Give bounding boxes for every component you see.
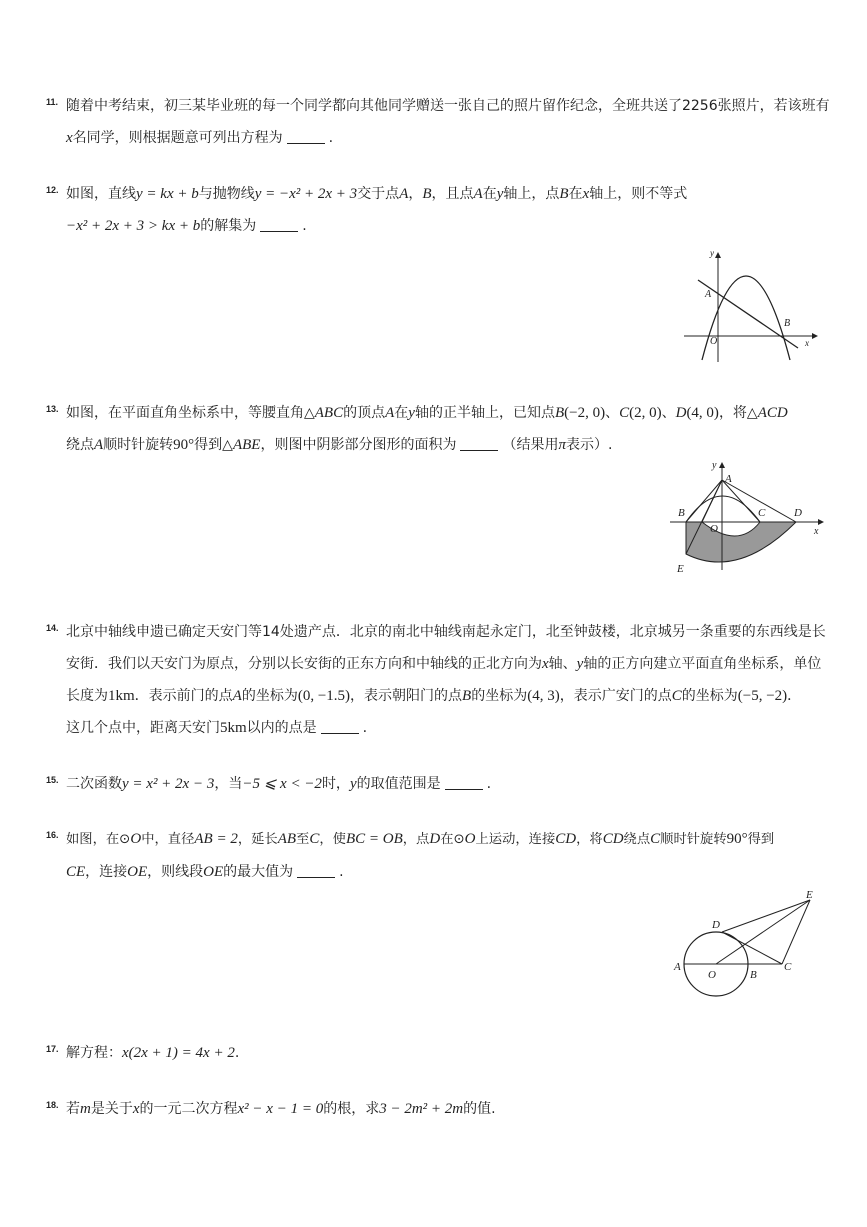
text-fragment: B bbox=[462, 688, 472, 704]
text-fragment: (−5, −2) bbox=[737, 688, 788, 704]
question-number: 12. bbox=[46, 185, 59, 195]
question-number: 13. bbox=[46, 404, 59, 414]
question-number: 11. bbox=[46, 97, 59, 107]
text-fragment: ABC bbox=[314, 405, 344, 421]
text-fragment: 的坐标为 bbox=[681, 688, 738, 704]
text-fragment: (4, 0) bbox=[686, 405, 719, 421]
label-O: O bbox=[708, 969, 716, 981]
text-fragment: (0, −1.5) bbox=[297, 688, 351, 704]
answer-blank[interactable] bbox=[297, 863, 335, 878]
text-fragment: . bbox=[302, 218, 307, 234]
text-fragment: BC = OB bbox=[345, 831, 403, 847]
text-fragment: 绕点 bbox=[66, 437, 94, 453]
figure-12-parabola-line bbox=[680, 244, 820, 364]
text-fragment: 、 bbox=[661, 405, 676, 421]
text-fragment: (2, 0) bbox=[629, 405, 662, 421]
question-number: 16. bbox=[46, 830, 59, 840]
text-fragment: 90° bbox=[726, 831, 748, 847]
text-fragment: 表示）. bbox=[565, 437, 613, 453]
text-fragment: 如图，直线 bbox=[66, 186, 136, 202]
text-fragment: 的解集为 bbox=[200, 218, 257, 234]
text-fragment: ，表示朝阳门的点 bbox=[350, 688, 463, 704]
text-fragment: 90° bbox=[173, 437, 195, 453]
question-13 bbox=[46, 403, 836, 455]
label-A: A bbox=[705, 289, 712, 300]
text-fragment: (4, 3) bbox=[527, 688, 560, 704]
question-line bbox=[66, 862, 836, 882]
text-fragment: 3 − 2m² + 2m bbox=[379, 1101, 464, 1117]
text-fragment: ，将△ bbox=[718, 405, 758, 421]
text-fragment: AB bbox=[277, 831, 297, 847]
text-fragment: 长度为 bbox=[66, 688, 108, 704]
text-fragment: ，连接 bbox=[85, 864, 128, 880]
text-fragment: ABE bbox=[232, 437, 261, 453]
text-fragment: 得到 bbox=[747, 832, 775, 847]
text-fragment: 的顶点 bbox=[343, 405, 386, 421]
text-fragment: O bbox=[464, 831, 476, 847]
text-fragment: C bbox=[650, 831, 661, 847]
question-line bbox=[66, 403, 836, 423]
text-fragment: (−2, 0) bbox=[564, 405, 606, 421]
question-15 bbox=[46, 774, 836, 794]
text-fragment: 解方程： bbox=[66, 1045, 122, 1061]
label-x: x bbox=[814, 526, 819, 537]
text-fragment: 若 bbox=[66, 1101, 80, 1117]
text-fragment: 顺时针旋转 bbox=[103, 437, 174, 453]
label-E: E bbox=[677, 563, 684, 575]
label-C: C bbox=[784, 961, 792, 973]
text-fragment: 1km bbox=[108, 688, 135, 704]
text-fragment: 以内的点是 bbox=[246, 720, 317, 736]
text-fragment: ，且点 bbox=[431, 186, 474, 202]
text-fragment: 轴的正方向建立平面直角坐标系，单位 bbox=[583, 656, 822, 672]
answer-blank[interactable] bbox=[260, 217, 298, 232]
question-number: 17. bbox=[46, 1044, 59, 1054]
label-E: E bbox=[806, 889, 813, 901]
text-fragment: 在 bbox=[568, 186, 583, 202]
text-fragment: A bbox=[385, 405, 395, 421]
label-B: B bbox=[784, 318, 791, 329]
text-fragment: OE bbox=[127, 864, 148, 880]
text-fragment: D bbox=[675, 405, 687, 421]
text-fragment: 在 bbox=[482, 186, 497, 202]
text-fragment: 与抛物线 bbox=[198, 186, 255, 202]
question-11 bbox=[46, 96, 836, 148]
text-fragment: 时， bbox=[321, 776, 350, 792]
label-y: y bbox=[710, 248, 714, 258]
text-fragment: y = x² + 2x − 3 bbox=[122, 776, 215, 792]
text-fragment: x(2x + 1) = 4x + 2 bbox=[122, 1045, 235, 1061]
text-fragment: 的坐标为 bbox=[241, 688, 298, 704]
text-fragment: 安街．我们以天安门为原点，分别以长安街的正东方向和中轴线的正北方向为 bbox=[66, 656, 542, 672]
text-fragment: C bbox=[309, 831, 320, 847]
question-line bbox=[66, 1099, 836, 1119]
text-fragment: x² − x − 1 = 0 bbox=[237, 1101, 324, 1117]
text-fragment: ， bbox=[408, 186, 423, 202]
text-fragment: 得到△ bbox=[194, 437, 233, 453]
text-fragment: m bbox=[80, 1101, 91, 1117]
text-fragment: ．表示前门的点 bbox=[134, 688, 233, 704]
label-A: A bbox=[725, 473, 732, 485]
text-fragment: 5km bbox=[220, 720, 247, 736]
question-line bbox=[66, 216, 836, 236]
text-fragment: y bbox=[496, 186, 504, 202]
text-fragment: 是关于 bbox=[90, 1101, 133, 1117]
text-fragment: 上运动，连接 bbox=[475, 832, 556, 847]
text-fragment: x bbox=[66, 130, 73, 146]
text-fragment: ，延长 bbox=[237, 832, 278, 847]
text-fragment: 中，直径 bbox=[141, 832, 195, 847]
text-fragment: ACD bbox=[757, 405, 788, 421]
text-fragment: x bbox=[542, 656, 549, 672]
question-line bbox=[66, 1043, 836, 1063]
question-number: 15. bbox=[46, 775, 59, 785]
text-fragment: 名同学，则根据题意可列出方程为 bbox=[72, 130, 283, 146]
text-fragment: ． bbox=[787, 688, 802, 704]
question-line bbox=[66, 829, 836, 850]
text-fragment: 这几个点中，距离天安门 bbox=[66, 720, 220, 736]
text-fragment: . bbox=[362, 720, 368, 736]
figure-13-rotation bbox=[668, 458, 828, 578]
label-D: D bbox=[712, 919, 720, 931]
text-fragment: A bbox=[399, 186, 409, 202]
text-fragment: B bbox=[559, 186, 569, 202]
answer-blank[interactable] bbox=[321, 719, 359, 734]
text-fragment: 北京中轴线申遗已确定天安门等14处遗产点．北京的南北中轴线南起永定门，北至钟鼓楼，北京城另一条重要的东西线是长 bbox=[66, 624, 826, 640]
text-fragment: 的值. bbox=[463, 1101, 496, 1117]
text-fragment: 在 bbox=[394, 405, 409, 421]
text-fragment: 的最大值为 bbox=[223, 864, 294, 880]
question-line bbox=[66, 718, 836, 738]
text-fragment: ，将 bbox=[576, 832, 603, 847]
label-C: C bbox=[758, 507, 766, 519]
text-fragment: AB = 2 bbox=[194, 831, 238, 847]
text-fragment: x bbox=[132, 1101, 140, 1117]
text-fragment: −x² + 2x + 3 > kx + b bbox=[66, 218, 201, 234]
text-fragment: ，则图中阴影部分图形的面积为 bbox=[260, 437, 457, 453]
question-14 bbox=[46, 622, 836, 738]
text-fragment: π bbox=[558, 437, 566, 453]
question-16 bbox=[46, 829, 836, 882]
question-line bbox=[66, 686, 836, 706]
text-fragment: 交于点 bbox=[357, 186, 400, 202]
text-fragment: 如图，在平面直角坐标系中，等腰直角△ bbox=[66, 405, 315, 421]
question-text: 随着中考结束，初三某毕业班的每一个同学都向其他同学赠送一张自己的照片留作纪念，全班共送了2256张照片，若该班有 bbox=[66, 98, 830, 114]
label-O: O bbox=[710, 523, 718, 535]
text-fragment: 二次函数 bbox=[66, 776, 122, 792]
answer-blank[interactable] bbox=[287, 129, 325, 144]
text-fragment: y bbox=[576, 656, 584, 672]
question-18 bbox=[46, 1099, 836, 1119]
label-y: y bbox=[712, 460, 717, 471]
text-fragment: （结果用 bbox=[502, 437, 559, 453]
question-line bbox=[66, 128, 836, 148]
question-line bbox=[66, 435, 836, 455]
label-B: B bbox=[750, 969, 757, 981]
text-fragment: 的一元二次方程 bbox=[139, 1101, 238, 1117]
label-B: B bbox=[678, 507, 685, 519]
text-fragment: . bbox=[486, 776, 492, 792]
question-line bbox=[66, 774, 836, 794]
text-fragment: D bbox=[429, 831, 441, 847]
text-fragment: 顺时针旋转 bbox=[660, 832, 727, 847]
answer-blank[interactable] bbox=[445, 775, 483, 790]
text-fragment: C bbox=[619, 405, 630, 421]
text-fragment: ，则线段 bbox=[147, 864, 204, 880]
text-fragment: y = −x² + 2x + 3 bbox=[254, 186, 358, 202]
answer-blank[interactable] bbox=[460, 436, 498, 451]
text-fragment: O bbox=[130, 831, 142, 847]
text-fragment: 如图，在⊙ bbox=[66, 832, 131, 847]
text-fragment: CD bbox=[602, 831, 624, 847]
text-fragment: . bbox=[328, 130, 334, 146]
text-fragment: 的坐标为 bbox=[471, 688, 528, 704]
question-number: 18. bbox=[46, 1100, 59, 1110]
text-fragment: 的取值范围是 bbox=[356, 776, 441, 792]
label-D: D bbox=[794, 507, 802, 519]
text-fragment: −5 ⩽ x < −2 bbox=[242, 776, 322, 792]
text-fragment: y bbox=[349, 776, 357, 792]
text-fragment: x bbox=[582, 186, 590, 202]
text-fragment: . bbox=[339, 864, 344, 880]
question-number: 14. bbox=[46, 623, 59, 633]
text-fragment: B bbox=[422, 186, 432, 202]
text-fragment: ，使 bbox=[319, 832, 346, 847]
text-fragment: 轴的正半轴上，已知点 bbox=[414, 405, 555, 421]
text-fragment: . bbox=[234, 1045, 240, 1061]
label-O: O bbox=[710, 336, 718, 347]
text-fragment: CE bbox=[66, 864, 86, 880]
text-fragment: A bbox=[232, 688, 242, 704]
question-17 bbox=[46, 1043, 836, 1063]
text-fragment: ，表示广安门的点 bbox=[559, 688, 672, 704]
figure-16-circle bbox=[670, 886, 830, 1006]
text-fragment: 至 bbox=[296, 832, 310, 847]
text-fragment: ，点 bbox=[402, 832, 430, 847]
text-fragment: y = kx + b bbox=[136, 186, 199, 202]
text-fragment: 、 bbox=[605, 405, 620, 421]
text-fragment: 绕点 bbox=[623, 832, 651, 847]
text-fragment: 轴上，点 bbox=[503, 186, 560, 202]
text-fragment: C bbox=[671, 688, 682, 704]
text-fragment: CD bbox=[555, 831, 577, 847]
text-fragment: 轴、 bbox=[548, 656, 577, 672]
text-fragment: ，当 bbox=[214, 776, 243, 792]
label-A: A bbox=[674, 961, 681, 973]
question-line bbox=[66, 654, 836, 674]
label-x: x bbox=[805, 338, 809, 348]
text-fragment: OE bbox=[203, 864, 224, 880]
text-fragment: y bbox=[408, 405, 415, 421]
text-fragment: 的根，求 bbox=[323, 1101, 380, 1117]
question-line bbox=[66, 184, 836, 204]
question-12 bbox=[46, 184, 836, 236]
text-fragment: 轴上，则不等式 bbox=[589, 186, 688, 202]
text-fragment: 在⊙ bbox=[440, 832, 465, 847]
text-fragment: A bbox=[94, 437, 104, 453]
text-fragment: A bbox=[473, 186, 483, 202]
text-fragment: B bbox=[554, 405, 565, 421]
